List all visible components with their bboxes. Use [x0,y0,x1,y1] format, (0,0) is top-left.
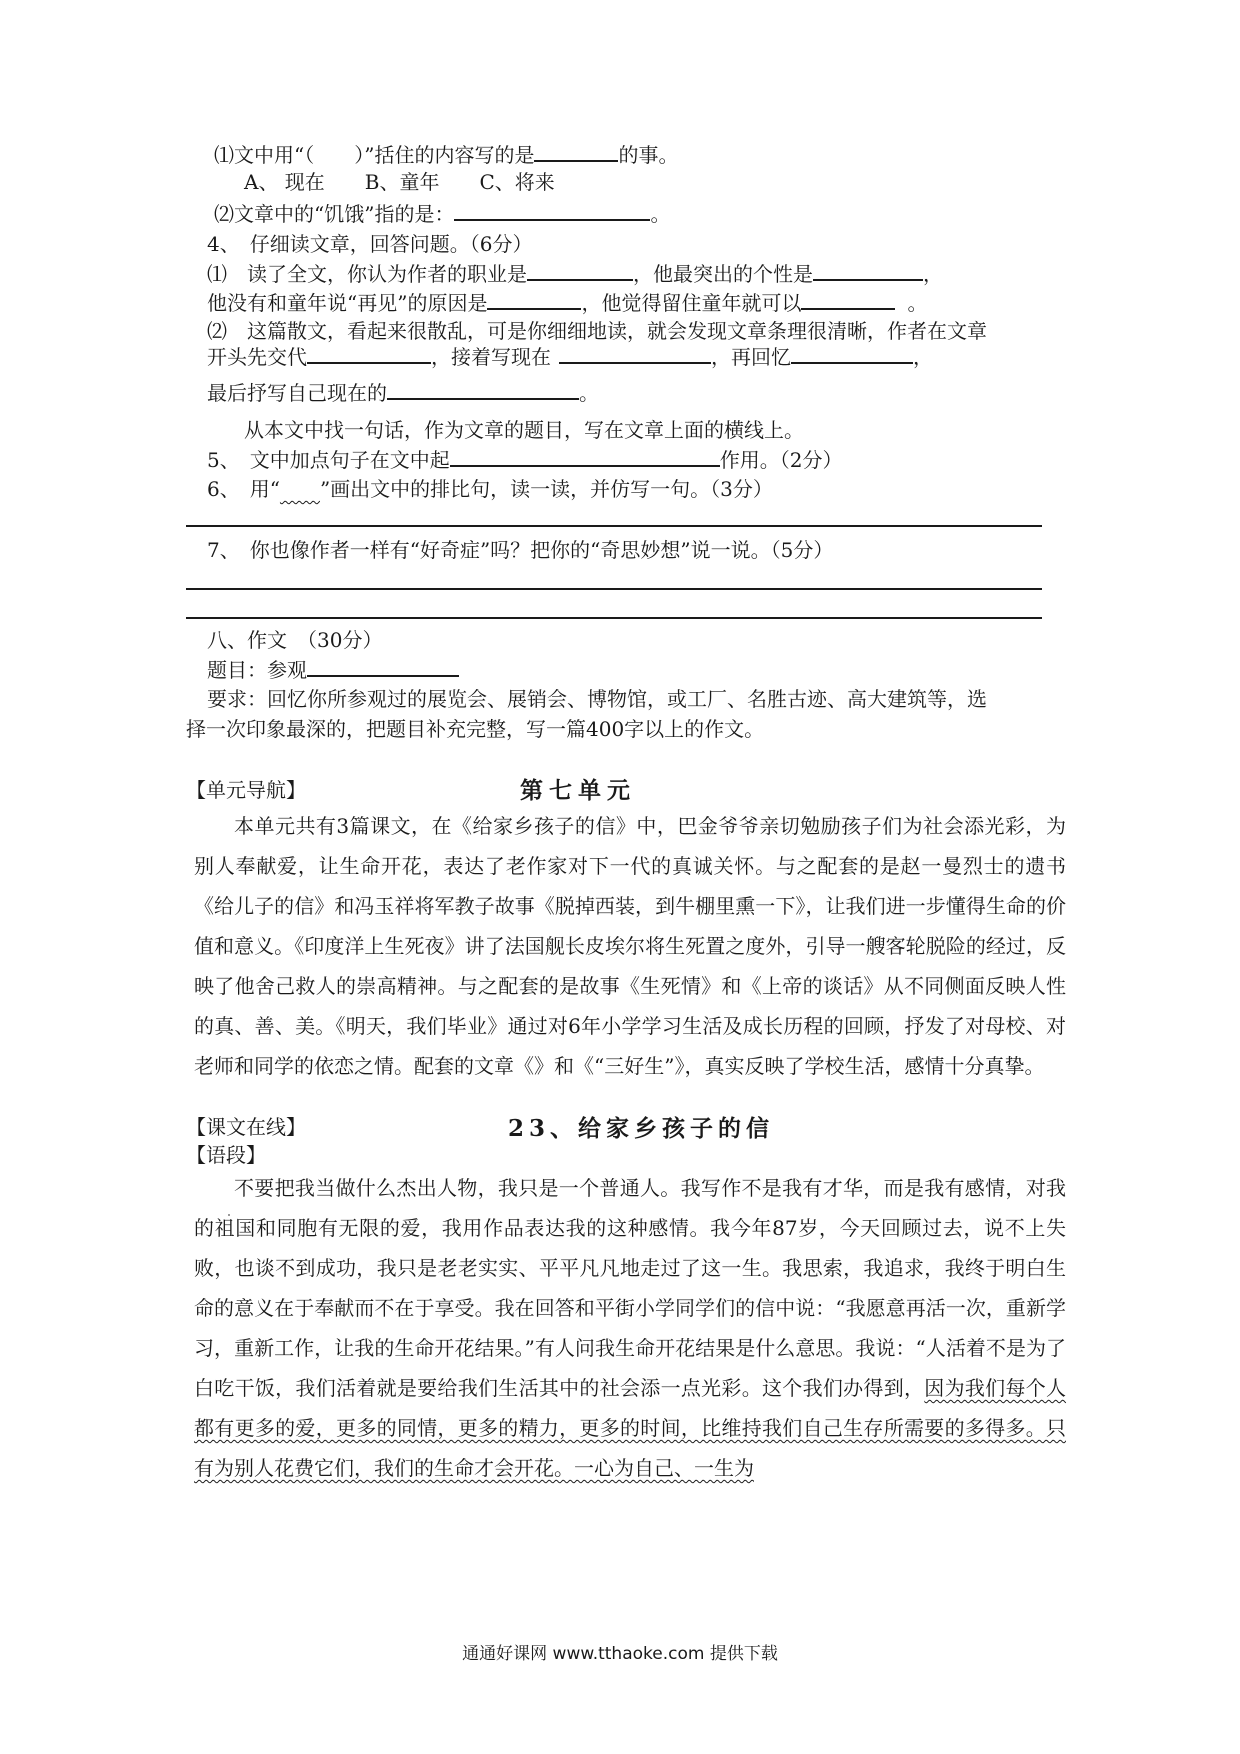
passage-wavy-text: 因为我们每个人都有更多的爱，更多的同情，更多的精力，更多的时间，比维持我们自己生存所需要的多得多。只有为别人花费它们，我们的生命才会开花。一心为自己、一生为 [194,1376,1067,1480]
wavy-line-mark [280,477,320,501]
q3-2-end: 。 [650,202,671,226]
q3-2-text: ⑵文章中的“饥饿”指的是： [214,202,455,226]
answer-blank[interactable] [454,199,650,221]
page-footer: 通通好课网 www.tthaoke.com 提供下载 [462,1644,778,1664]
composition-topic-line [207,655,459,684]
answer-blank[interactable] [307,342,431,364]
q4-2-line1: ⑵ 这篇散文，看起来很散乱，可是你细细地读，就会发现文章条理很清晰，作者在文章 [207,319,987,343]
q4-2-text-d: ，再回忆 [711,345,791,369]
q3-1-line [214,140,678,169]
lesson-title: 23、给家乡孩子的信 [508,1115,775,1142]
q6-text-a: 6、 用“ [207,477,280,501]
q4-1-text-a: ⑴ 读了全文，你认为作者的职业是 [207,262,527,286]
answer-line[interactable] [186,588,1042,590]
composition-req-line2: 择一次印象最深的，把题目补充完整，写一篇400字以上的作文。 [186,717,765,741]
q4-1-text-e: ，他觉得留住童年就可以 [581,291,802,315]
lesson-tag: 【课文在线】 [186,1115,306,1139]
q3-options: A、 现在 B、童年 C、将来 [244,170,555,194]
passage-text: 不要把我当做什么杰出人物，我只是一个普通人。我写作不是我有才华，而是我有感情，对我的祖国和同胞有无限的爱，我用作品表达我的这种感情。我今年87岁，今天回顾过去，说不上失败，也谈不到成功，我只是老老实实、平平凡凡地走过了这一生。我思索，我追求，我终于明白生命的意义在于奉献而不在于享受。我在回答和平街小学同学们的信中说：“我愿意再活一次，重新学习，重新工作，让我的生命开花结果。”有人问我生命开花结果是什么意思。我说：“人活着不是为了白吃干饭，我们活着就是要给我们生活其中的社会添一点光彩。这个我们办得到， [194,1176,1066,1400]
composition-topic: 题目：参观 [207,658,307,682]
q6-text-b: ”画出文中的排比句，读一读，并仿写一句。（3分） [319,477,773,501]
answer-blank[interactable] [791,342,913,364]
answer-blank[interactable] [813,259,923,281]
unit-title: 第七单元 [520,777,636,804]
answer-line[interactable] [186,617,1042,619]
q4-1-text-c: ， [923,262,943,286]
section-tag: 【语段】 [186,1143,266,1167]
q4-title: 4、 仔细读文章，回答问题。（6分） [207,232,533,256]
q4-2-line2 [207,342,933,371]
q4-1-text-f: 。 [907,291,928,315]
q3-1-text: ⑴文中用“（ ）”括住的内容写的是 [214,143,535,167]
answer-blank[interactable] [527,259,633,281]
q4-2-text-g: 。 [579,381,599,405]
lesson-passage [194,1168,1066,1488]
q4-2-text-b: 开头先交代 [207,345,307,369]
q5-text-b: 作用。（2分） [719,448,843,472]
q4-1-line1 [207,259,943,288]
q4-1-text-b: ，他最突出的个性是 [633,262,813,286]
q4-2-text-e: ， [913,345,933,369]
q6-line [207,475,773,503]
answer-line[interactable] [186,525,1042,527]
q5-text-a: 5、 文中加点句子在文中起 [207,448,450,472]
q4-2-text-c: ，接着写现在 [431,345,551,369]
answer-blank[interactable] [559,342,711,364]
composition-heading: 八、作文 （30分） [207,628,383,652]
answer-blank[interactable] [387,378,579,400]
q4-1-text-d: 他没有和童年说“再见”的原因是 [207,291,488,315]
q4-2-line3 [207,378,599,407]
q4-2-text-f: 最后抒写自己现在的 [207,381,387,405]
unit-tag: 【单元导航】 [186,778,306,802]
answer-blank[interactable] [801,288,895,310]
q4-3-text: 从本文中找一句话，作为文章的题目，写在文章上面的横线上。 [244,418,804,442]
answer-blank[interactable] [487,288,581,310]
answer-blank[interactable] [450,445,720,467]
q3-1-suffix: 的事。 [618,143,679,167]
composition-req-line1: 要求：回忆你所参观过的展览会、展销会、博物馆，或工厂、名胜古迹、高大建筑等，选 [207,687,987,711]
q4-1-line2 [207,288,927,317]
answer-blank[interactable] [307,655,459,677]
unit-intro: 本单元共有3篇课文，在《给家乡孩子的信》中，巴金爷爷亲切勉励孩子们为社会添光彩，为别人奉献爱，让生命开花，表达了老作家对下一代的真诚关怀。与之配套的是赵一曼烈士的遗书《给儿子的信》和冯玉祥将军教子故事《脱掉西装，到牛棚里熏一下》，让我们进一步懂得生命的价值和意义。《印度洋上生死夜》讲了法国舰长皮埃尔将生死置之度外，引导一艘客轮脱险的经过，反映了他舍己救人的崇高精神。与之配套的是故事《生死情》和《上帝的谈话》从不同侧面反映人性的真、善、美。《明天，我们毕业》通过对6年小学学习生活及成长历程的回顾，抒发了对母校、对老师和同学的依恋之情。配套的文章《》和《“三好生”》，真实反映了学校生活，感情十分真挚。 [194,814,1066,1078]
q5-line [207,445,842,474]
q3-2-line [214,199,670,228]
q7-text: 7、 你也像作者一样有“好奇症”吗？把你的“奇思妙想”说一说。（5分） [207,538,834,562]
answer-blank[interactable] [534,140,618,162]
